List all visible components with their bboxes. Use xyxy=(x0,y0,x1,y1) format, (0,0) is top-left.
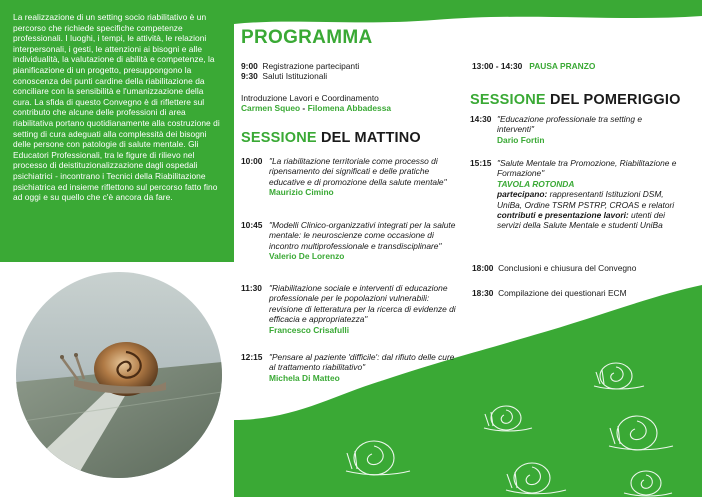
round-table-entry xyxy=(470,158,695,231)
coordinator-name: Filomena Abbadessa xyxy=(307,103,392,114)
contributions-text: utenti dei servizi della Salute Mentale e studenti UniBa xyxy=(497,210,666,231)
participants-label: partecipano: xyxy=(497,189,548,200)
closing-time: 18:00 xyxy=(472,263,494,273)
talk-entry xyxy=(470,114,695,145)
opening-time: 9:00 xyxy=(241,61,258,71)
opening-item xyxy=(241,61,359,71)
intro-box xyxy=(0,0,234,262)
opening-list xyxy=(241,61,359,82)
talk-title: "Riabilitazione sociale e interventi di educazione professionale per le popolazioni vulnerabili: revisione di letteratura per la ricerca di evidenze di efficacia e appropriatezza" xyxy=(269,283,456,325)
intro-text: La realizzazione di un setting socio riabilitativo è un percorso che richiede specifiche competenze professionali. I luoghi, i tempi, le attività, le relazioni interpersonali, i gesti, le attenzioni ai bisogni e alle individualità, la valutazione di abilità e competenze, la pianificazione di un progetto, presuppongono la conoscenza dei punti cardine della riabilitazione da conciliare con la sensibilità e l'umanizzazione della cura. La sfida di questo Convegno è di riflettere sul contributo che alcune delle professioni di area riabilitativa portano quotidianamente alla costruzione di setting di cura adeguati alla complessità dei bisogni delle persone con patologie di salute mentale. Gli Educatori Professionali, tra le figure di rilievo nel processo di deistituzionalizzazione dagli ospedali psichiatrici - incontrano i Tecnici della Riabilitazione psichiatrica ed insieme riflettono sul percorso fatto fino ad oggi e su quello che c'è ancora da fare. xyxy=(13,12,220,203)
talk-speaker: Maurizio Cimino xyxy=(269,187,334,198)
closing-time: 18:30 xyxy=(472,288,494,298)
opening-label: Registrazione partecipanti xyxy=(262,61,360,71)
talk-time: 15:15 xyxy=(470,158,492,168)
closing-item xyxy=(472,288,627,298)
contributions xyxy=(497,210,682,231)
afternoon-column xyxy=(470,0,698,497)
lunch-time: 13:00 - 14:30 xyxy=(472,61,523,71)
talk-time: 12:15 xyxy=(241,352,263,362)
snail-photo-image xyxy=(16,272,222,478)
coordinator-name: Carmen Squeo xyxy=(241,103,301,114)
session-morning-title xyxy=(241,130,421,146)
contributions-label: contributi e presentazione lavori: xyxy=(497,210,629,221)
talk-entry xyxy=(241,283,461,335)
talk-speaker: Francesco Crisafulli xyxy=(269,324,350,335)
snail-photo xyxy=(16,272,222,478)
talk-title: "La riabilitazione territoriale come processo di ripensamento dei significati e delle pratiche educative e di promozione della salute mentale" xyxy=(269,156,447,187)
lunch-label: PAUSA PRANZO xyxy=(529,61,596,71)
closing-label: Compilazione dei questionari ECM xyxy=(498,288,627,298)
opening-item xyxy=(241,71,359,81)
talk-entry xyxy=(241,352,461,383)
lunch-break xyxy=(472,61,595,71)
closing-label: Conclusioni e chiusura del Convegno xyxy=(498,263,637,273)
closing-item xyxy=(472,263,636,273)
opening-label: Saluti Istituzionali xyxy=(262,71,328,82)
talk-title: "Salute Mentale tra Promozione, Riabilitazione e Formazione" xyxy=(497,158,677,179)
participants-text: rappresentanti Istituzioni DSM, UniBa, Ordine TSRM PSTRP, CROAS e relatori xyxy=(497,189,675,210)
talk-title: "Educazione professionale tra setting e interventi" xyxy=(497,114,642,135)
talk-entry xyxy=(241,220,461,262)
left-panel xyxy=(0,0,234,497)
programma-column xyxy=(241,0,461,497)
session-word: SESSIONE xyxy=(470,92,546,108)
talk-time: 14:30 xyxy=(470,114,492,124)
coordination-label: Introduzione Lavori e Coordinamento xyxy=(241,93,379,103)
participants xyxy=(497,189,677,210)
session-name: DEL POMERIGGIO xyxy=(545,92,681,108)
programma-title: PROGRAMMA xyxy=(241,27,373,48)
coordinator-separator: - xyxy=(300,103,308,114)
talk-time: 10:45 xyxy=(241,220,263,230)
coordinators xyxy=(241,103,391,113)
coordination-block xyxy=(241,93,391,114)
talk-entry xyxy=(241,156,461,198)
session-afternoon-title xyxy=(470,92,681,108)
talk-title: "Pensare al paziente 'difficile': dal rifiuto delle cure al trattamento riabilitativo" xyxy=(269,352,455,373)
session-name: DEL MATTINO xyxy=(316,130,421,146)
round-table-label: TAVOLA ROTONDA xyxy=(497,178,575,189)
talk-speaker: Valerio De Lorenzo xyxy=(269,251,345,262)
talk-speaker: Michela Di Matteo xyxy=(269,372,340,383)
session-word: SESSIONE xyxy=(241,130,317,146)
opening-time: 9:30 xyxy=(241,71,258,82)
talk-time: 11:30 xyxy=(241,283,262,293)
talk-speaker: Dario Fortin xyxy=(497,134,545,145)
talk-title: "Modelli Clinico-organizzativi integrati per la salute mentale: le neuroscienze come occasione di incontro multiprofessionale e transdisciplinare" xyxy=(269,220,456,251)
talk-time: 10:00 xyxy=(241,156,263,166)
